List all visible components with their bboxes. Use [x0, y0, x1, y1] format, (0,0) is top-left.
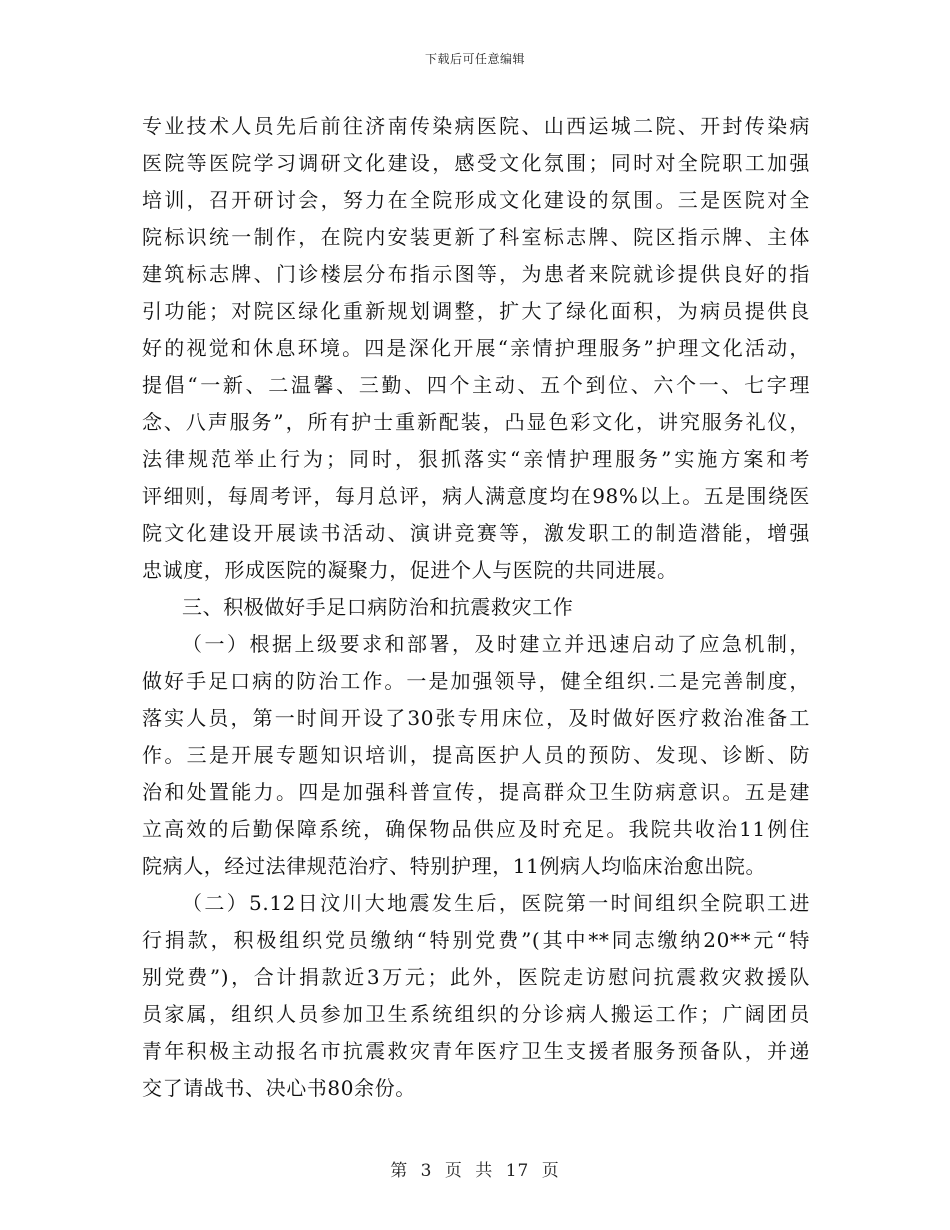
- text-line: 治和处置能力。四是加强科普宣传，提高群众卫生防病意识。五是建: [142, 780, 810, 804]
- text-line: 忠诚度，形成医院的凝聚力，促进个人与医院的共同进展。: [142, 558, 678, 582]
- page-number: 3: [420, 1161, 433, 1181]
- text-line: 员家属，组织人员参加卫生系统组织的分诊病人搬运工作；广阔团员: [142, 1002, 810, 1026]
- text-line: 立高效的后勤保障系统，确保物品供应及时充足。我院共收治11例住: [142, 817, 810, 841]
- body-text: [142, 108, 810, 1107]
- text-line: （一）根据上级要求和部署，及时建立并迅速启动了应急机制，: [182, 632, 810, 656]
- text-line: 院标识统一制作，在院内安装更新了科室标志牌、院区指示牌、主体: [142, 225, 810, 249]
- text-line: 培训，召开研讨会，努力在全院形成文化建设的氛围。三是医院对全: [142, 188, 810, 212]
- text-line: 念、八声服务”，所有护士重新配装，凸显色彩文化，讲究服务礼仪，: [142, 410, 810, 434]
- text-line: 做好手足口病的防治工作。一是加强领导，健全组织.二是完善制度，: [142, 669, 810, 693]
- text-line: 青年积极主动报名市抗震救灾青年医疗卫生支援者服务预备队，并递: [142, 1039, 810, 1063]
- text-line: 院文化建设开展读书活动、演讲竞赛等，激发职工的制造潜能，增强: [142, 521, 810, 545]
- section-heading: 三、积极做好手足口病防治和抗震救灾工作: [182, 595, 574, 619]
- page-label-di: 第: [390, 1161, 409, 1181]
- page-label-ye: 页: [444, 1161, 463, 1181]
- paragraph-hfmd: [142, 626, 810, 885]
- text-line: 院病人，经过法律规范治疗、特别护理，11例病人均临床治愈出院。: [142, 854, 767, 878]
- page-label-ye-2: 页: [541, 1161, 560, 1181]
- text-line: 评细则，每周考评，每月总评，病人满意度均在98%以上。五是围绕医: [142, 484, 810, 508]
- text-line: 提倡“一新、二温馨、三勤、四个主动、五个到位、六个一、七字理: [142, 373, 810, 397]
- text-line: 好的视觉和休息环境。四是深化开展“亲情护理服务”护理文化活动，: [142, 336, 810, 360]
- text-line: （二）5.12日汶川大地震发生后，医院第一时间组织全院职工进: [182, 891, 810, 915]
- text-line: 落实人员，第一时间开设了30张专用床位，及时做好医疗救治准备工: [142, 706, 810, 730]
- text-line: 引功能；对院区绿化重新规划调整，扩大了绿化面积，为病员提供良: [142, 299, 810, 323]
- page-footer: [0, 1156, 950, 1181]
- text-line: 医院等医院学习调研文化建设，感受文化氛围；同时对全院职工加强: [142, 151, 810, 175]
- text-line: 法律规范举止行为；同时，狠抓落实“亲情护理服务”实施方案和考: [142, 447, 810, 471]
- text-line: 专业技术人员先后前往济南传染病医院、山西运城二院、开封传染病: [142, 114, 810, 138]
- page-total: 17: [505, 1161, 530, 1181]
- text-line: 行捐款，积极组织党员缴纳“特别党费”(其中**同志缴纳20**元“特: [142, 928, 810, 952]
- paragraph-earthquake: [142, 885, 810, 1107]
- text-line: 作。三是开展专题知识培训，提高医护人员的预防、发现、诊断、防: [142, 743, 810, 767]
- page-header: 下载后可任意编辑: [424, 52, 525, 66]
- paragraph-culture: [142, 108, 810, 589]
- page-label-gong: 共: [475, 1161, 494, 1181]
- text-line: 建筑标志牌、门诊楼层分布指示图等，为患者来院就诊提供良好的指: [142, 262, 810, 286]
- text-line: 别党费”)，合计捐款近3万元；此外，医院走访慰问抗震救灾救援队: [142, 965, 810, 989]
- text-line: 交了请战书、决心书80余份。: [142, 1076, 416, 1100]
